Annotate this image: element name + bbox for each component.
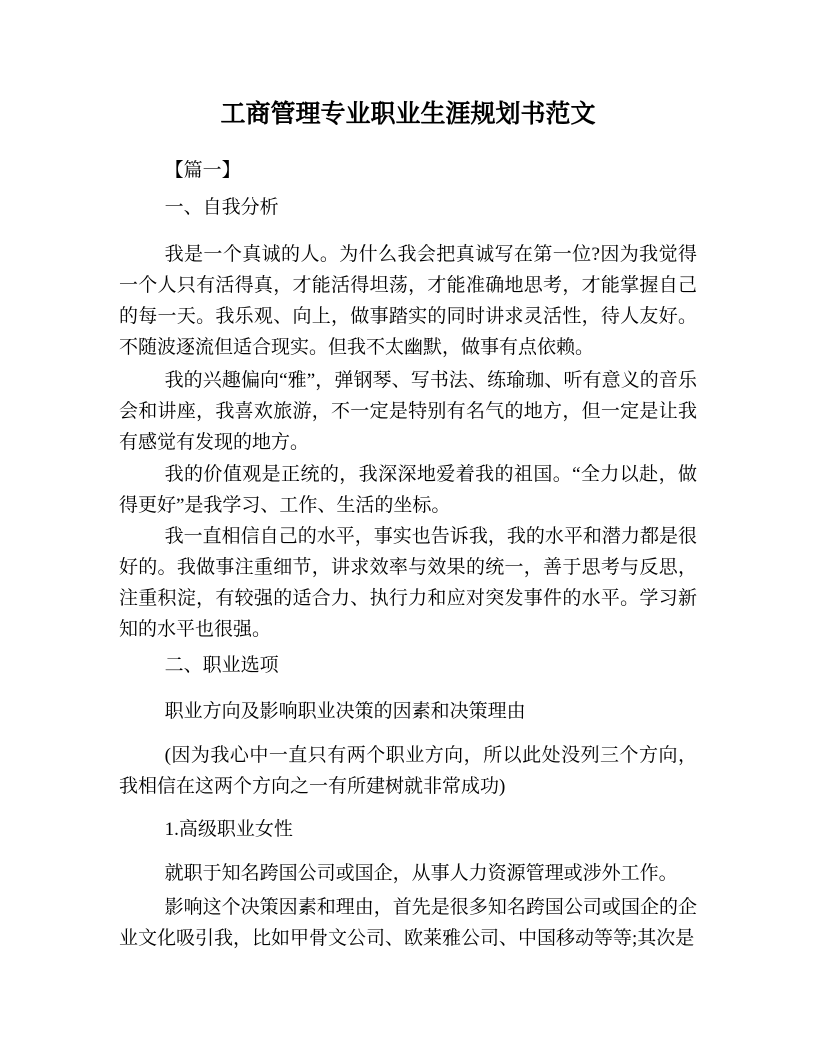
body-paragraph-decision-factors: 影响这个决策因素和理由，首先是很多知名跨国公司或国企的企业文化吸引我，比如甲骨文公司、欧莱雅公司、中国移动等等;其次是 [119,897,697,949]
body-paragraph-values: 我的价值观是正统的，我深深地爱着我的祖国。“全力以赴，做得更好”是我学习、工作、生活的坐标。 [119,464,697,516]
line-career-direction: 职业方向及影响职业决策的因素和决策理由 [164,701,526,722]
section-heading-career-options: 二、职业选项 [164,655,279,676]
part-marker: 【篇一】 [164,160,241,181]
note-two-directions: (因为我心中一直只有两个职业方向，所以此处没列三个方向，我相信在这两个方向之一有所建树就非常成功) [119,745,697,797]
document-title: 工商管理专业职业生涯规划书范文 [220,100,596,128]
body-paragraph-ability: 我一直相信自己的水平，事实也告诉我，我的水平和潜力都是很好的。我做事注重细节，讲求效率与效果的统一，善于思考与反思，注重积淀，有较强的适合力、执行力和应对突发事件的水平。学习新知的水平也很强。 [119,526,697,640]
body-paragraph-self-intro: 我是一个真诚的人。为什么我会把真诚写在第一位?因为我觉得一个人只有活得真，才能活得坦荡，才能准确地思考，才能掌握自己的每一天。我乐观、向上，做事踏实的同时讲求灵活性，待人友好。不随波逐流但适合现实。但我不太幽默，做事有点依赖。 [119,244,697,358]
body-paragraph-interests: 我的兴趣偏向“雅”，弹钢琴、写书法、练瑜珈、听有意义的音乐会和讲座，我喜欢旅游，不一定是特别有名气的地方，但一定是让我有感觉有发现的地方。 [119,370,697,453]
item-heading-senior-professional-woman: 1.高级职业女性 [164,819,293,840]
section-heading-self-analysis: 一、自我分析 [164,197,279,218]
line-job-target: 就职于知名跨国公司或国企，从事人力资源管理或涉外工作。 [164,863,678,884]
